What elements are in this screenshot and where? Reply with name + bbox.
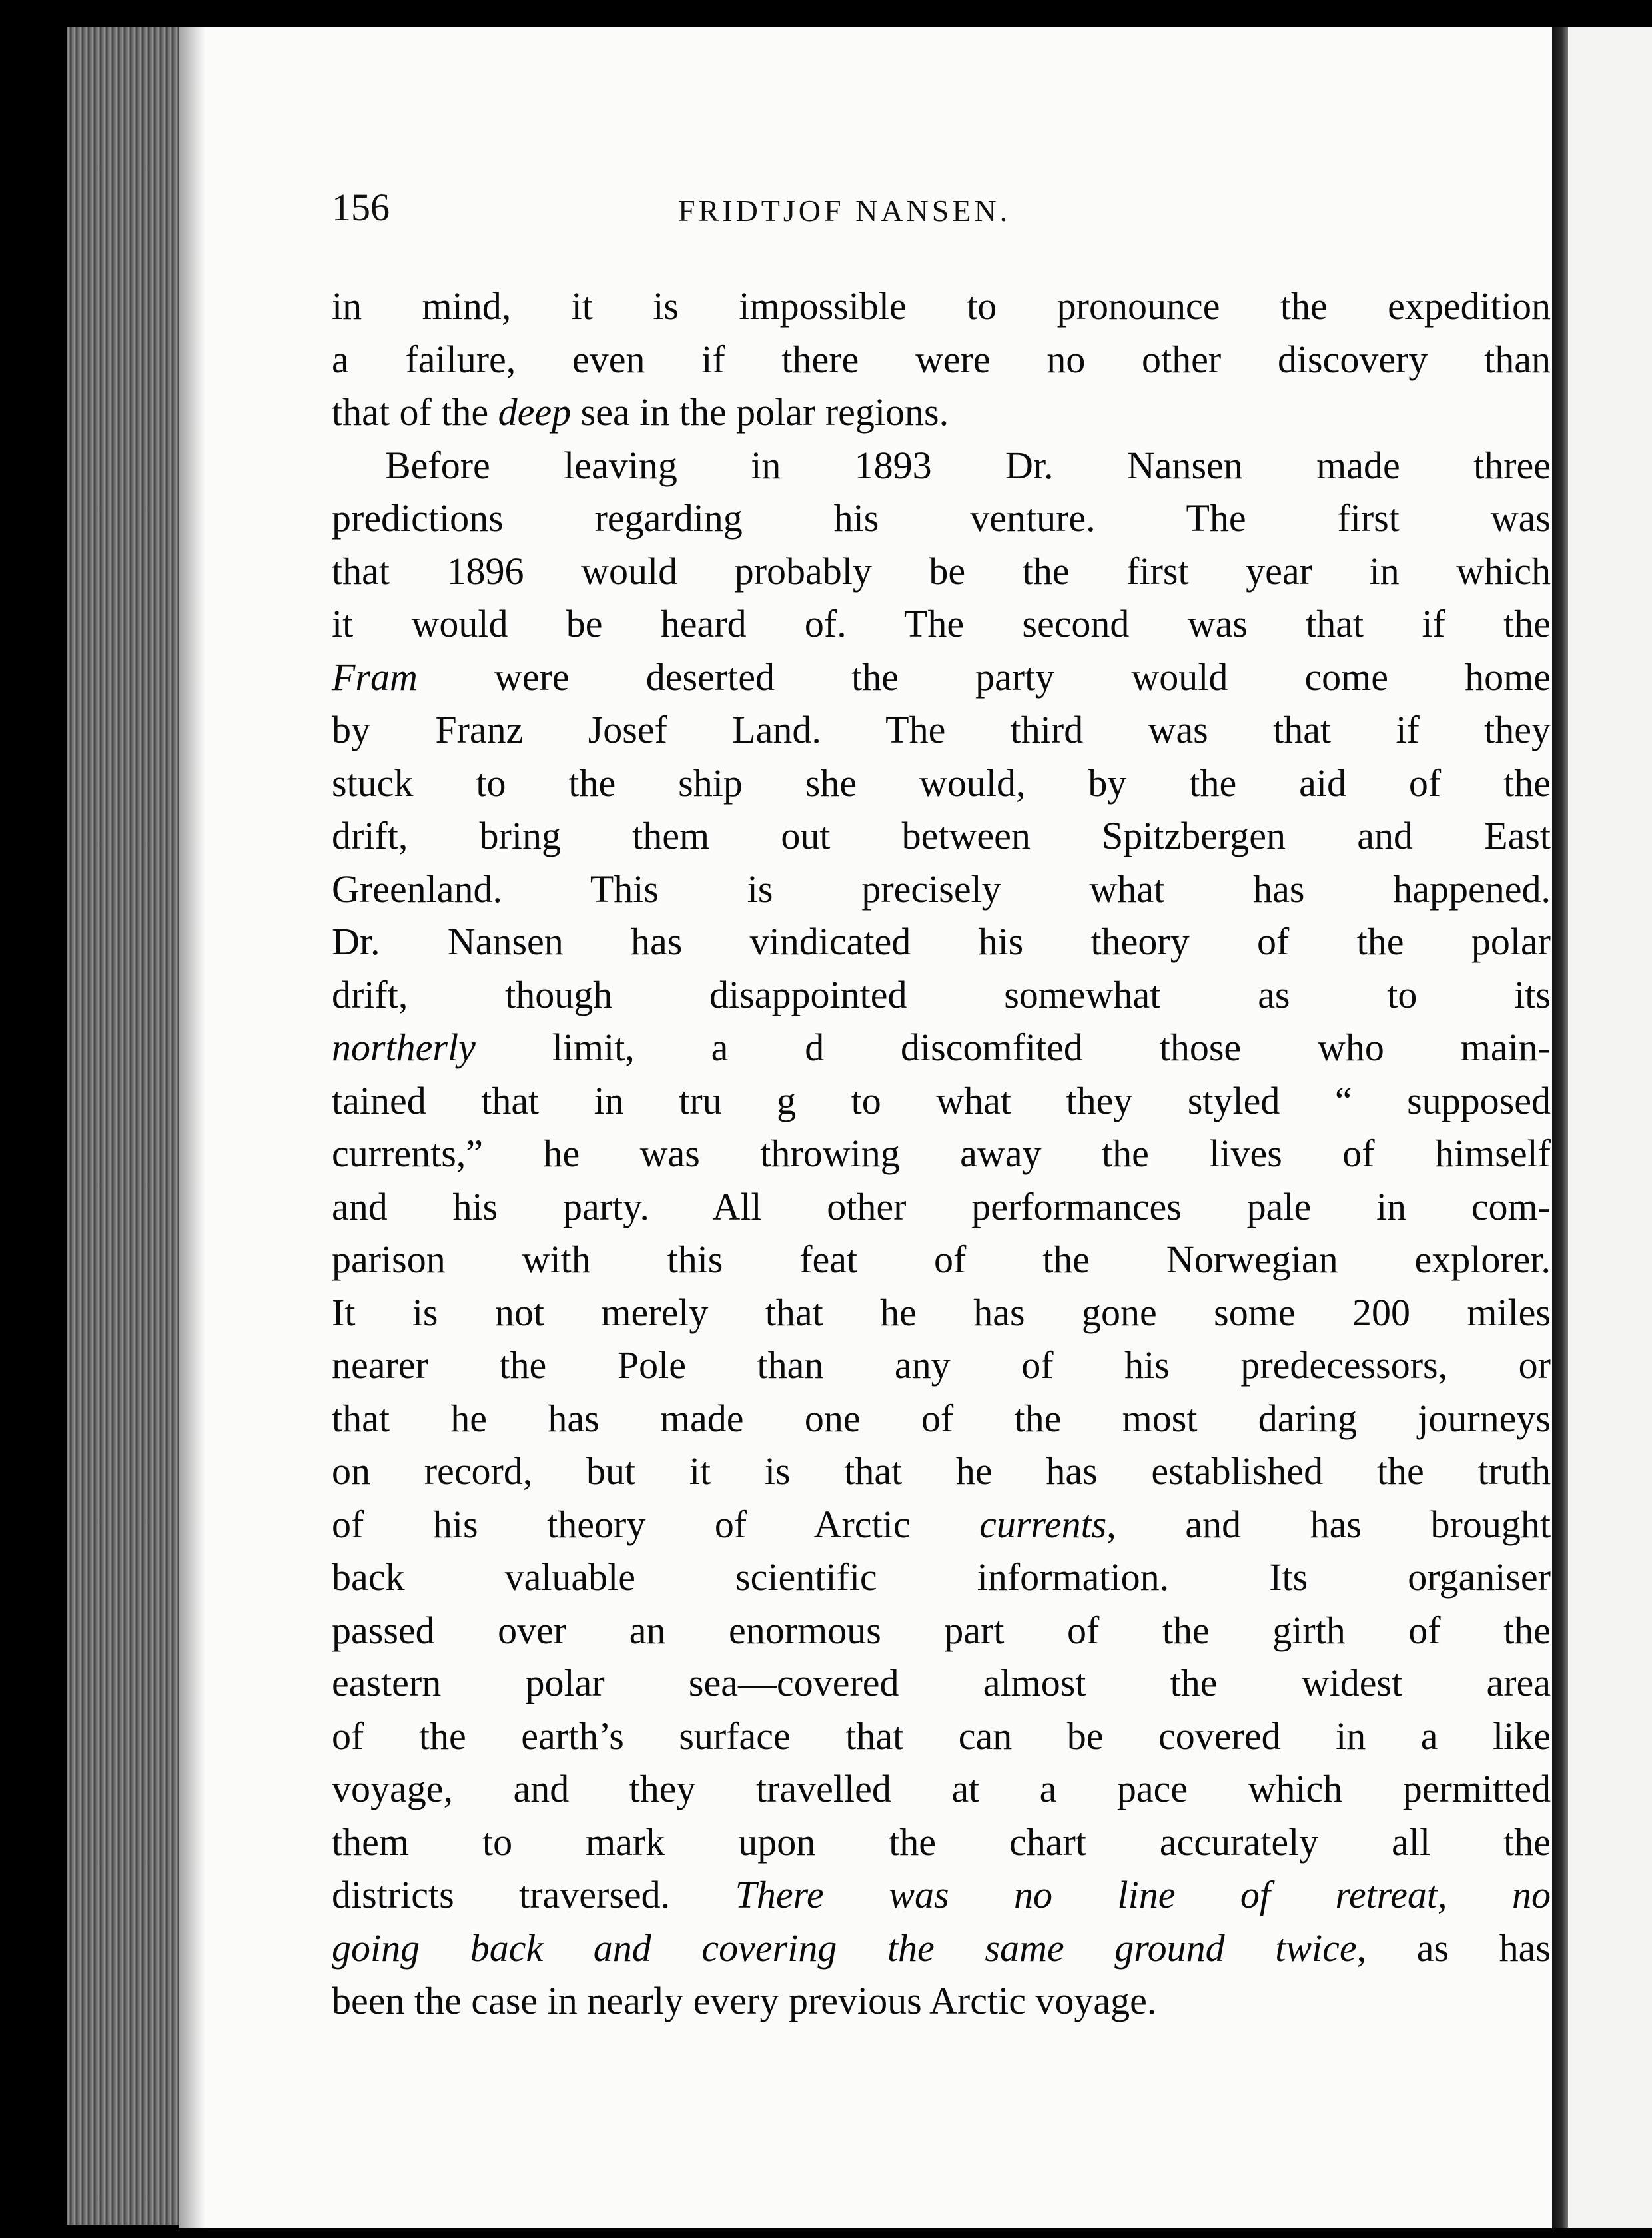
text-line [332, 1762, 1551, 1816]
text-segment: tained that in tru g to what they styled “ supposed [332, 1078, 1551, 1122]
italic-text: deep [498, 390, 572, 434]
text-line [332, 1604, 1551, 1657]
text-segment: stuck to the ship she would, by the aid of the [332, 761, 1551, 805]
text-line [332, 1233, 1551, 1286]
text-segment: districts traversed. [332, 1873, 735, 1916]
text-segment: passed over an enormous part of the girth of the [332, 1608, 1551, 1652]
italic-text: Fram [332, 655, 418, 699]
text-segment: of the earth’s surface that can be covered in a like [332, 1714, 1551, 1758]
text-line [332, 757, 1551, 810]
text-line [332, 1445, 1551, 1498]
text-line [332, 1021, 1551, 1074]
text-line [332, 1074, 1551, 1128]
text-line [332, 1286, 1551, 1339]
text-line [332, 968, 1551, 1022]
text-line [332, 1339, 1551, 1392]
text-segment: , and has brought [1106, 1502, 1551, 1546]
italic-text: currents [979, 1502, 1107, 1546]
text-segment: Greenland. This is precisely what has happened. [332, 867, 1551, 911]
text-segment: that he has made one of the most daring journeys [332, 1396, 1551, 1440]
text-line [332, 1974, 1551, 2028]
text-line [332, 597, 1551, 651]
text-line [332, 1392, 1551, 1445]
text-segment: , as has [1356, 1926, 1551, 1970]
text-line [332, 863, 1551, 916]
text-line [332, 1551, 1551, 1604]
text-line [332, 333, 1551, 386]
text-line [332, 1180, 1551, 1234]
text-segment: that of the [332, 390, 498, 434]
text-segment: on record, but it is that he has established the truth [332, 1449, 1551, 1493]
text-line [332, 492, 1551, 545]
text-segment: back valuable scientific information. Its organiser [332, 1555, 1551, 1599]
text-line [332, 651, 1551, 704]
text-segment: were deserted the party would come home [417, 655, 1551, 699]
text-segment: currents,” he was throwing away the lives of himself [332, 1132, 1551, 1175]
text-segment: that 1896 would probably be the first year in which [332, 549, 1551, 593]
text-line [332, 1710, 1551, 1763]
text-segment: Dr. Nansen has vindicated his theory of the polar [332, 920, 1551, 963]
book-page [179, 27, 1552, 2228]
text-line [332, 809, 1551, 863]
text-segment: parison with this feat of the Norwegian explorer. [332, 1238, 1551, 1281]
page-shadow [179, 27, 205, 2228]
text-segment: Before leaving in 1893 Dr. Nansen made three [385, 443, 1551, 487]
book-page-edges [67, 27, 180, 2225]
text-segment: sea in the polar regions. [571, 390, 949, 434]
text-segment: of his theory of Arctic [332, 1502, 980, 1546]
running-head: FRIDTJOF NANSEN. [678, 194, 1011, 228]
body-text [332, 280, 1551, 2028]
text-segment: in mind, it is impossible to pronounce the expedition [332, 284, 1551, 328]
text-line [332, 915, 1551, 968]
text-line [332, 1868, 1551, 1922]
text-segment: predictions regarding his venture. The first was [332, 496, 1551, 540]
text-line [332, 1816, 1551, 1869]
text-segment: them to mark upon the chart accurately all the [332, 1820, 1551, 1864]
text-line [332, 280, 1551, 333]
italic-text: northerly [332, 1026, 476, 1069]
text-segment: and his party. All other performances pale in com- [332, 1184, 1551, 1228]
text-line [332, 1127, 1551, 1180]
text-segment: It is not merely that he has gone some 200 miles [332, 1290, 1551, 1334]
text-line [332, 545, 1551, 598]
text-segment: limit, a d discomfited those who main- [475, 1026, 1551, 1069]
text-segment: by Franz Josef Land. The third was that if they [332, 708, 1551, 751]
page-header [332, 185, 1544, 245]
text-segment: drift, bring them out between Spitzbergen and East [332, 814, 1551, 857]
text-segment: voyage, and they travelled at a pace which permitted [332, 1767, 1551, 1810]
text-line [332, 1498, 1551, 1551]
text-segment: eastern polar sea—covered almost the widest area [332, 1661, 1551, 1704]
italic-text: There was no line of retreat, no [735, 1873, 1551, 1916]
text-segment: been the case in nearly every previous Arctic voyage. [332, 1979, 1157, 2022]
page-number: 156 [332, 186, 390, 229]
text-line [332, 1922, 1551, 1975]
text-line [332, 703, 1551, 757]
text-segment: nearer the Pole than any of his predecessors, or [332, 1343, 1551, 1387]
text-line [332, 1657, 1551, 1710]
text-segment: it would be heard of. The second was that if the [332, 602, 1551, 645]
text-line [332, 439, 1551, 492]
italic-text: going back and covering the same ground twice [332, 1926, 1357, 1970]
book-gutter [1552, 27, 1568, 2228]
text-segment: drift, though disappointed somewhat as to its [332, 972, 1551, 1016]
text-line [332, 386, 1551, 439]
text-segment: a failure, even if there were no other discovery than [332, 337, 1551, 381]
